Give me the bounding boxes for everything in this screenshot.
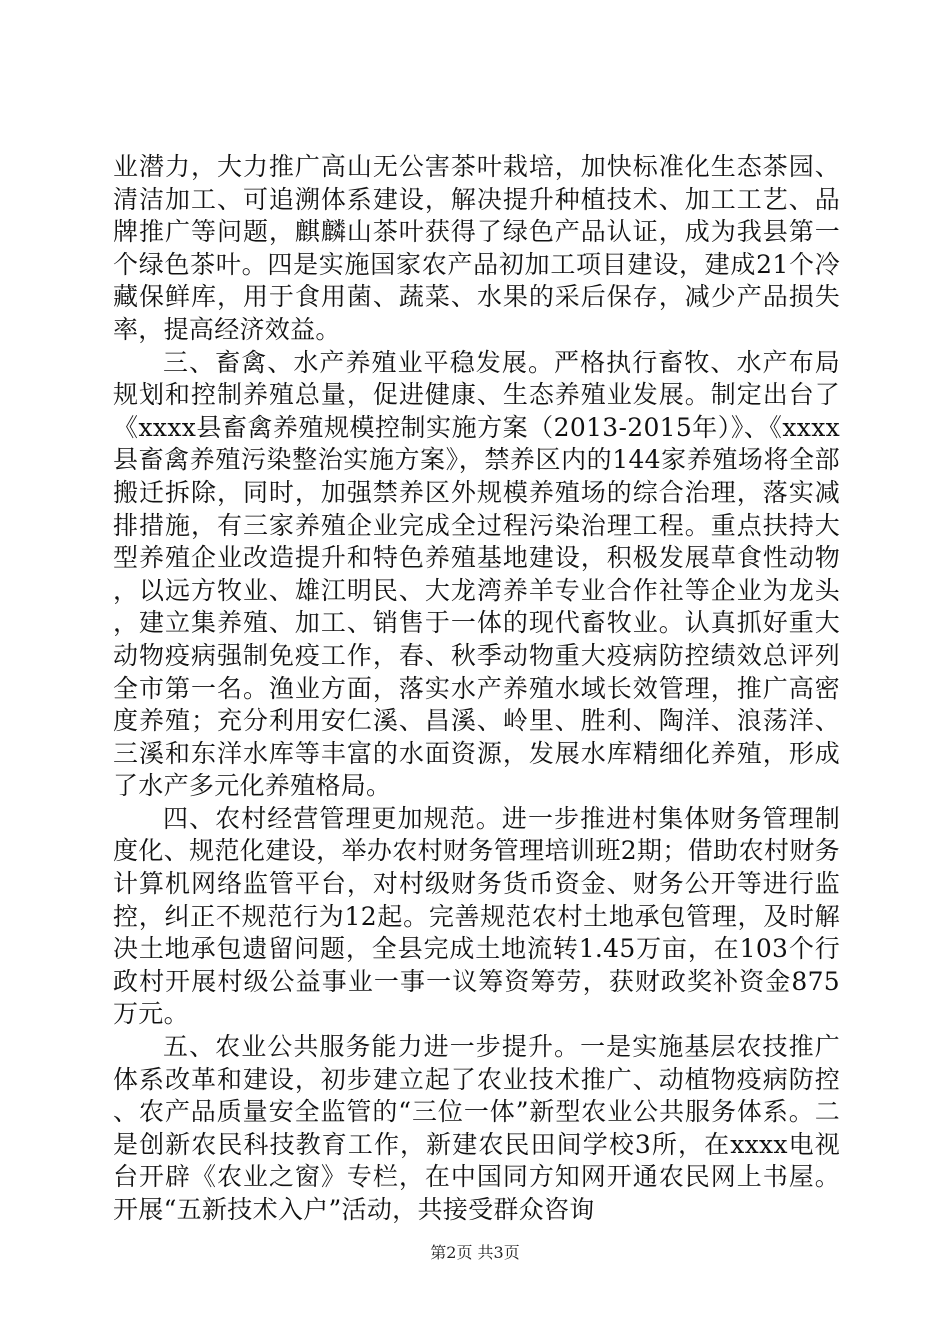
- paragraph-livestock-aquaculture: 三、畜禽、水产养殖业平稳发展。严格执行畜牧、水产布局规划和控制养殖总量，促进健康、生态养殖业发展。制定出台了《xxxx县畜禽养殖规模控制实施方案（2013-2015年）》、《xxxx县畜禽养殖污染整治实施方案》，禁养区内的144家养殖场将全部搬迁拆除，同时，加强禁养区外规模养殖场的综合治理，落实减排措施，有三家养殖企业完成全过程污染治理工程。重点扶持大型养殖企业改造提升和特色养殖基地建设，积极发展草食性动物，以远方牧业、雄江明民、大龙湾养羊专业合作社等企业为龙头，建立集养殖、加工、销售于一体的现代畜牧业。认真抓好重大动物疫病强制免疫工作，春、秋季动物重大疫病防控绩效总评列全市第一名。渔业方面，落实水产养殖水域长效管理，推广高密度养殖；充分利用安仁溪、昌溪、岭里、胜利、陶洋、浪荡洋、三溪和东洋水库等丰富的水面资源，发展水库精细化养殖，形成了水产多元化养殖格局。: [113, 347, 840, 801]
- paragraph-public-service: 五、农业公共服务能力进一步提升。一是实施基层农技推广体系改革和建设，初步建立起了农业技术推广、动植物疫病防控、农产品质量安全监管的“三位一体”新型农业公共服务体系。二是创新农民科技教育工作，新建农民田间学校3所，在xxxx电视台开辟《农业之窗》专栏，在中国同方知网开通农民网上书屋。开展“五新技术入户”活动，共接受群众咨询: [113, 1032, 840, 1224]
- paragraph-continued-tea: 业潜力，大力推广高山无公害茶叶栽培，加快标准化生态茶园、清洁加工、可追溯体系建设，解决提升种植技术、加工工艺、品牌推广等问题，麒麟山茶叶获得了绿色产品认证，成为我县第一个绿色茶叶。四是实施国家农产品初加工项目建设，建成21个冷藏保鲜库，用于食用菌、蔬菜、水果的采后保存，减少产品损失率，提高经济效益。: [113, 152, 840, 344]
- document-body: [113, 151, 840, 1227]
- page-number-footer: 第2页 共3页: [430, 1243, 520, 1262]
- paragraph-rural-management: 四、农村经营管理更加规范。进一步推进村集体财务管理制度化、规范化建设，举办农村财务管理培训班2期；借助农村财务计算机网络监管平台，对村级财务货币资金、财务公开等进行监控，纠正不规范行为12起。完善规范农村土地承包管理，及时解决土地承包遗留问题，全县完成土地流转1.45万亩，在103个行政村开展村级公益事业一事一议筹资筹劳，获财政奖补资金875万元。: [113, 803, 840, 1029]
